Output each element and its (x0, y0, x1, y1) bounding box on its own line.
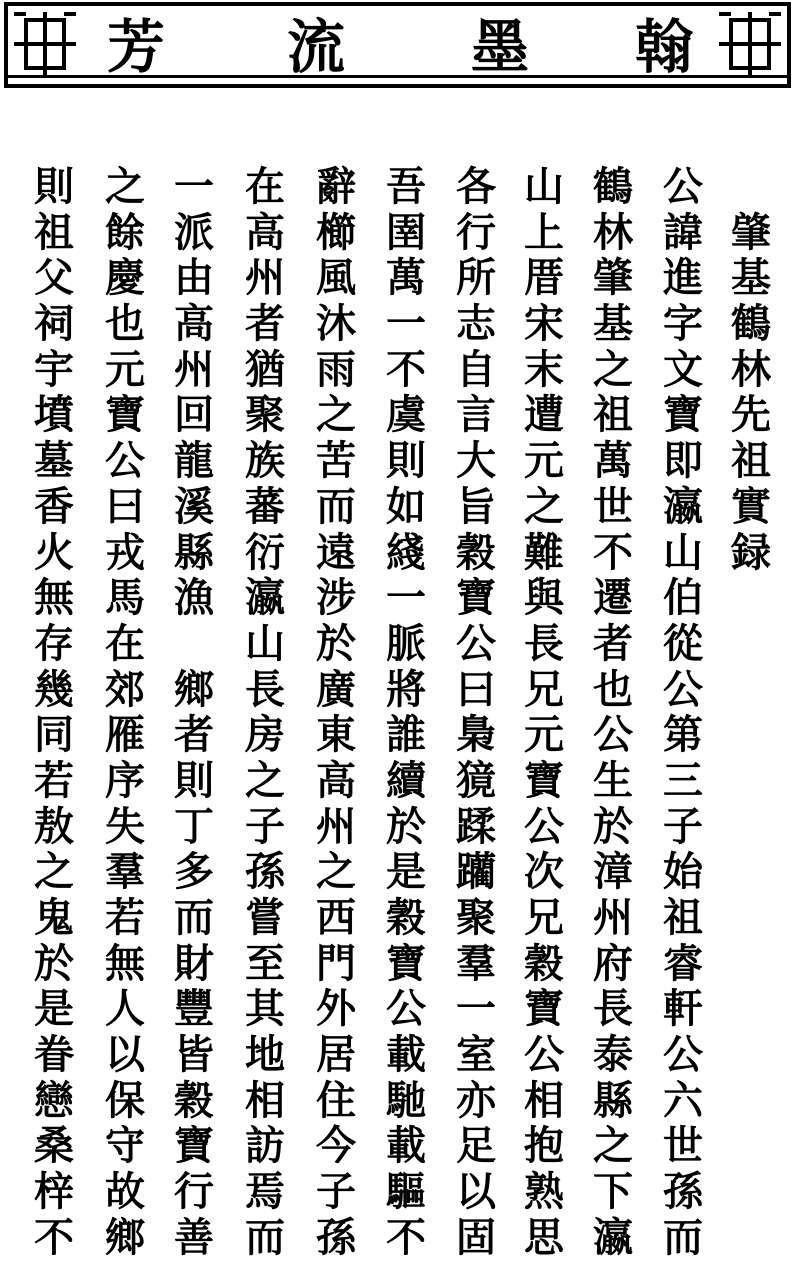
column-char: 旨 (456, 482, 496, 530)
column-char: 州 (593, 894, 633, 941)
column-char: 雁 (105, 711, 145, 759)
column-char: 郊 (105, 665, 145, 713)
column-char: 一 (386, 574, 426, 622)
text-column (171, 164, 217, 1261)
column-char: 聚 (245, 391, 285, 439)
column-char: 無 (105, 939, 145, 987)
title-char: 流 (286, 13, 345, 81)
column-char: 如 (386, 482, 426, 530)
column-char: 將 (386, 665, 426, 713)
column-char: 山 (524, 163, 564, 210)
column-char: 先 (731, 391, 771, 439)
column-char: 公 (663, 163, 703, 210)
column-char: 其 (245, 985, 285, 1033)
column-char: 漳 (593, 848, 633, 896)
column-char: 諱 (663, 208, 703, 256)
column-char: 鬼 (34, 894, 74, 941)
column-char: 第 (663, 711, 703, 759)
column-char: 是 (386, 848, 426, 896)
column-char: 辭 (316, 163, 356, 210)
column-char: 萬 (593, 437, 633, 485)
column-char: 公 (524, 802, 564, 850)
column-char: 孫 (663, 1168, 703, 1216)
text-column (590, 164, 636, 1261)
column-char: 於 (316, 619, 356, 667)
column-char: 各 (456, 163, 496, 210)
column-char: 廣 (316, 665, 356, 713)
column-char: 祖 (34, 208, 74, 256)
column-char: 而 (316, 482, 356, 530)
column-char: 圉 (386, 208, 426, 256)
column-char: 元 (105, 345, 145, 393)
column-char: 以 (105, 1031, 145, 1079)
column-char: 墳 (34, 391, 74, 439)
column-char: 財 (174, 939, 214, 987)
column-char: 於 (386, 802, 426, 850)
column-char: 自 (456, 345, 496, 393)
column-char: 在 (245, 163, 285, 210)
column-char: 公 (386, 985, 426, 1033)
column-char: 足 (456, 1122, 496, 1170)
column-char: 餘 (105, 208, 145, 256)
column-char: 公 (524, 1031, 564, 1079)
column-char: 人 (105, 985, 145, 1033)
column-char: 住 (316, 1076, 356, 1124)
column-char: 萬 (386, 254, 426, 302)
text-column (31, 164, 77, 1261)
column-char: 曰 (105, 482, 145, 530)
column-char: 鄉 (174, 665, 214, 713)
column-char: 林 (731, 345, 771, 393)
column-char: 祖 (663, 894, 703, 941)
column-char: 穀 (456, 528, 496, 576)
column-char: 是 (34, 985, 74, 1033)
column-char: 字 (663, 300, 703, 348)
column-char: 也 (593, 665, 633, 713)
column-char: 聚 (456, 894, 496, 941)
title-char: 芳 (106, 13, 165, 81)
column-char: 存 (34, 619, 74, 667)
column-char: 不 (593, 528, 633, 576)
column-char: 多 (174, 848, 214, 896)
column-char: 之 (316, 848, 356, 896)
column-char: 元 (524, 437, 564, 485)
column-char: 文 (663, 345, 703, 393)
column-char: 載 (386, 1122, 426, 1170)
column-char: 生 (593, 756, 633, 804)
text-column (660, 164, 706, 1261)
column-char: 也 (105, 300, 145, 348)
column-char: 馬 (105, 574, 145, 622)
column-char: 子 (245, 802, 285, 850)
column-char: 所 (456, 254, 496, 302)
column-char: 宇 (34, 345, 74, 393)
column-char: 之 (524, 482, 564, 530)
text-column (383, 164, 429, 1261)
column-char: 泰 (593, 1031, 633, 1079)
text-column (102, 164, 148, 1261)
column-char: 善 (174, 1213, 214, 1261)
column-char: 東 (316, 711, 356, 759)
column-char: 於 (593, 802, 633, 850)
fret-ornament-left-icon (12, 8, 78, 80)
column-char: 始 (663, 848, 703, 896)
column-char: 公 (105, 437, 145, 485)
column-char: 一 (386, 300, 426, 348)
column-char: 固 (456, 1213, 496, 1261)
column-char: 之 (245, 756, 285, 804)
column-char: 外 (316, 985, 356, 1033)
column-char: 同 (34, 711, 74, 759)
column-char: 穀 (174, 1076, 214, 1124)
column-char: 櫛 (316, 208, 356, 256)
column-char: 長 (524, 619, 564, 667)
text-column (521, 164, 567, 1261)
column-char: 者 (245, 300, 285, 348)
column-char: 之 (105, 163, 145, 210)
column-char: 之 (316, 391, 356, 439)
column-char: 雨 (316, 345, 356, 393)
column-char: 猶 (245, 345, 285, 393)
text-column (313, 164, 359, 1261)
column-char: 祖 (593, 391, 633, 439)
column-char: 戀 (34, 1076, 74, 1124)
column-char: 保 (105, 1076, 145, 1124)
column-char: 嘗 (245, 894, 285, 941)
column-char: 寶 (663, 391, 703, 439)
column-char: 則 (34, 163, 74, 210)
column-char: 州 (316, 802, 356, 850)
column-char: 脈 (386, 619, 426, 667)
column-char: 梓 (34, 1168, 74, 1216)
column-char: 子 (316, 1168, 356, 1216)
column-char: 瀛 (663, 482, 703, 530)
column-char: 龍 (174, 437, 214, 485)
column-char: 相 (524, 1076, 564, 1124)
column-char: 世 (593, 482, 633, 530)
column-char: 長 (245, 665, 285, 713)
column-char: 軒 (663, 985, 703, 1033)
column-char: 序 (105, 756, 145, 804)
column-char: 溪 (174, 482, 214, 530)
column-char: 相 (245, 1076, 285, 1124)
column-char: 縣 (174, 528, 214, 576)
column-char: 山 (663, 528, 703, 576)
column-char: 族 (245, 437, 285, 485)
column-char: 寶 (105, 391, 145, 439)
column-char: 遭 (524, 391, 564, 439)
column-char: 由 (174, 254, 214, 302)
header-banner (4, 2, 791, 88)
column-char: 房 (245, 711, 285, 759)
column-char: 鶴 (593, 163, 633, 210)
column-char: 鶴 (731, 300, 771, 348)
column-char: 之 (593, 1122, 633, 1170)
column-char: 一 (456, 985, 496, 1033)
column-char: 大 (456, 437, 496, 485)
column-char: 州 (245, 254, 285, 302)
column-char: 肇 (731, 208, 771, 256)
column-char: 六 (663, 1076, 703, 1124)
column-char: 於 (34, 939, 74, 987)
column-char: 録 (731, 528, 771, 576)
column-char: 蹂 (456, 802, 496, 850)
column-char (171, 621, 217, 667)
column-char: 寶 (174, 1122, 214, 1170)
column-char: 若 (34, 756, 74, 804)
column-char: 載 (386, 1031, 426, 1079)
column-char: 不 (386, 345, 426, 393)
column-char: 躪 (456, 848, 496, 896)
column-char: 思 (524, 1213, 564, 1261)
column-char: 祠 (34, 300, 74, 348)
column-char: 西 (316, 894, 356, 941)
column-char: 行 (456, 208, 496, 256)
title-char: 墨 (470, 13, 529, 81)
column-char: 林 (593, 208, 633, 256)
column-char: 風 (316, 254, 356, 302)
column-char: 戎 (105, 528, 145, 576)
column-char: 故 (105, 1168, 145, 1216)
text-column (242, 164, 288, 1261)
column-char: 子 (663, 802, 703, 850)
column-char: 幾 (34, 665, 74, 713)
column-char: 山 (245, 619, 285, 667)
column-char: 寶 (524, 756, 564, 804)
column-char: 敖 (34, 802, 74, 850)
column-char: 行 (174, 1168, 214, 1216)
column-char: 續 (386, 756, 426, 804)
column-char: 一 (174, 163, 214, 210)
column-char: 元 (524, 711, 564, 759)
column-char: 公 (456, 619, 496, 667)
fret-ornament-right-icon (717, 8, 783, 80)
column-char: 瀛 (593, 1213, 633, 1261)
column-char: 鄉 (105, 1213, 145, 1261)
column-char: 父 (34, 254, 74, 302)
column-char: 實 (731, 482, 771, 530)
column-char: 至 (245, 939, 285, 987)
column-char: 公 (593, 711, 633, 759)
column-char: 高 (316, 756, 356, 804)
column-char: 睿 (663, 939, 703, 987)
column-char: 綫 (386, 528, 426, 576)
column-char: 縣 (593, 1076, 633, 1124)
column-char: 衍 (245, 528, 285, 576)
column-char: 高 (174, 300, 214, 348)
column-char: 遠 (316, 528, 356, 576)
column-char: 居 (316, 1031, 356, 1079)
column-char: 長 (593, 985, 633, 1033)
column-char: 而 (245, 1213, 285, 1261)
column-char: 基 (731, 254, 771, 302)
column-char: 門 (316, 939, 356, 987)
column-char: 孫 (245, 848, 285, 896)
column-char: 地 (245, 1031, 285, 1079)
column-char: 者 (593, 619, 633, 667)
column-char: 虞 (386, 391, 426, 439)
column-char: 之 (593, 345, 633, 393)
column-char: 漁 (174, 574, 214, 622)
column-char: 墓 (34, 437, 74, 485)
column-char: 慶 (105, 254, 145, 302)
column-char: 上 (524, 208, 564, 256)
column-char: 桑 (34, 1122, 74, 1170)
column-char: 抱 (524, 1122, 564, 1170)
column-char: 若 (105, 894, 145, 941)
column-char: 寶 (524, 985, 564, 1033)
column-char: 不 (386, 1213, 426, 1261)
column-char: 厝 (524, 254, 564, 302)
column-char: 不 (34, 1213, 74, 1261)
column-char: 肇 (593, 254, 633, 302)
column-char: 曰 (456, 665, 496, 713)
text-column (728, 164, 774, 575)
column-char: 下 (593, 1168, 633, 1216)
column-char: 羣 (456, 939, 496, 987)
column-char: 火 (34, 528, 74, 576)
column-char: 則 (386, 437, 426, 485)
column-char: 涉 (316, 574, 356, 622)
column-char: 皆 (174, 1031, 214, 1079)
column-char: 之 (34, 848, 74, 896)
column-char: 誰 (386, 711, 426, 759)
column-char: 三 (663, 756, 703, 804)
column-char: 難 (524, 528, 564, 576)
column-char: 派 (174, 208, 214, 256)
column-char: 次 (524, 848, 564, 896)
column-char: 熟 (524, 1168, 564, 1216)
column-char: 末 (524, 345, 564, 393)
column-char: 公 (663, 1031, 703, 1079)
column-char: 眷 (34, 1031, 74, 1079)
column-char: 瀛 (245, 574, 285, 622)
column-char: 梟 (456, 711, 496, 759)
column-char (728, 164, 774, 210)
column-char: 高 (245, 208, 285, 256)
text-column (453, 164, 499, 1261)
column-char: 而 (663, 1213, 703, 1261)
column-char: 回 (174, 391, 214, 439)
column-char: 苦 (316, 437, 356, 485)
column-char: 寶 (386, 939, 426, 987)
column-char: 遷 (593, 574, 633, 622)
column-char: 丁 (174, 802, 214, 850)
column-char: 以 (456, 1168, 496, 1216)
column-char: 兄 (524, 894, 564, 941)
column-char: 宋 (524, 300, 564, 348)
column-char: 公 (663, 665, 703, 713)
column-char: 孫 (316, 1213, 356, 1261)
column-char: 無 (34, 574, 74, 622)
column-char: 亦 (456, 1076, 496, 1124)
column-char: 蕃 (245, 482, 285, 530)
column-char: 即 (663, 437, 703, 485)
column-char: 而 (174, 894, 214, 941)
column-char: 馳 (386, 1076, 426, 1124)
column-char: 穀 (386, 894, 426, 941)
column-char: 羣 (105, 848, 145, 896)
column-char: 從 (663, 619, 703, 667)
column-char: 進 (663, 254, 703, 302)
column-char: 世 (663, 1122, 703, 1170)
column-char: 沐 (316, 300, 356, 348)
column-char: 穀 (524, 939, 564, 987)
column-char: 焉 (245, 1168, 285, 1216)
column-char: 則 (174, 756, 214, 804)
column-char: 基 (593, 300, 633, 348)
column-char: 失 (105, 802, 145, 850)
column-char: 寶 (456, 574, 496, 622)
column-char: 府 (593, 939, 633, 987)
column-char: 獍 (456, 756, 496, 804)
column-char: 香 (34, 482, 74, 530)
column-char: 驅 (386, 1168, 426, 1216)
column-char: 訪 (245, 1122, 285, 1170)
column-char: 州 (174, 345, 214, 393)
column-char: 兄 (524, 665, 564, 713)
column-char: 吾 (386, 163, 426, 210)
column-char: 祖 (731, 437, 771, 485)
column-char: 在 (105, 619, 145, 667)
column-char: 今 (316, 1122, 356, 1170)
column-char: 志 (456, 300, 496, 348)
column-char: 豐 (174, 985, 214, 1033)
column-char: 者 (174, 711, 214, 759)
column-char: 與 (524, 574, 564, 622)
column-char: 伯 (663, 574, 703, 622)
column-char: 言 (456, 391, 496, 439)
title-char: 翰 (634, 13, 693, 81)
column-char: 守 (105, 1122, 145, 1170)
column-char: 室 (456, 1031, 496, 1079)
